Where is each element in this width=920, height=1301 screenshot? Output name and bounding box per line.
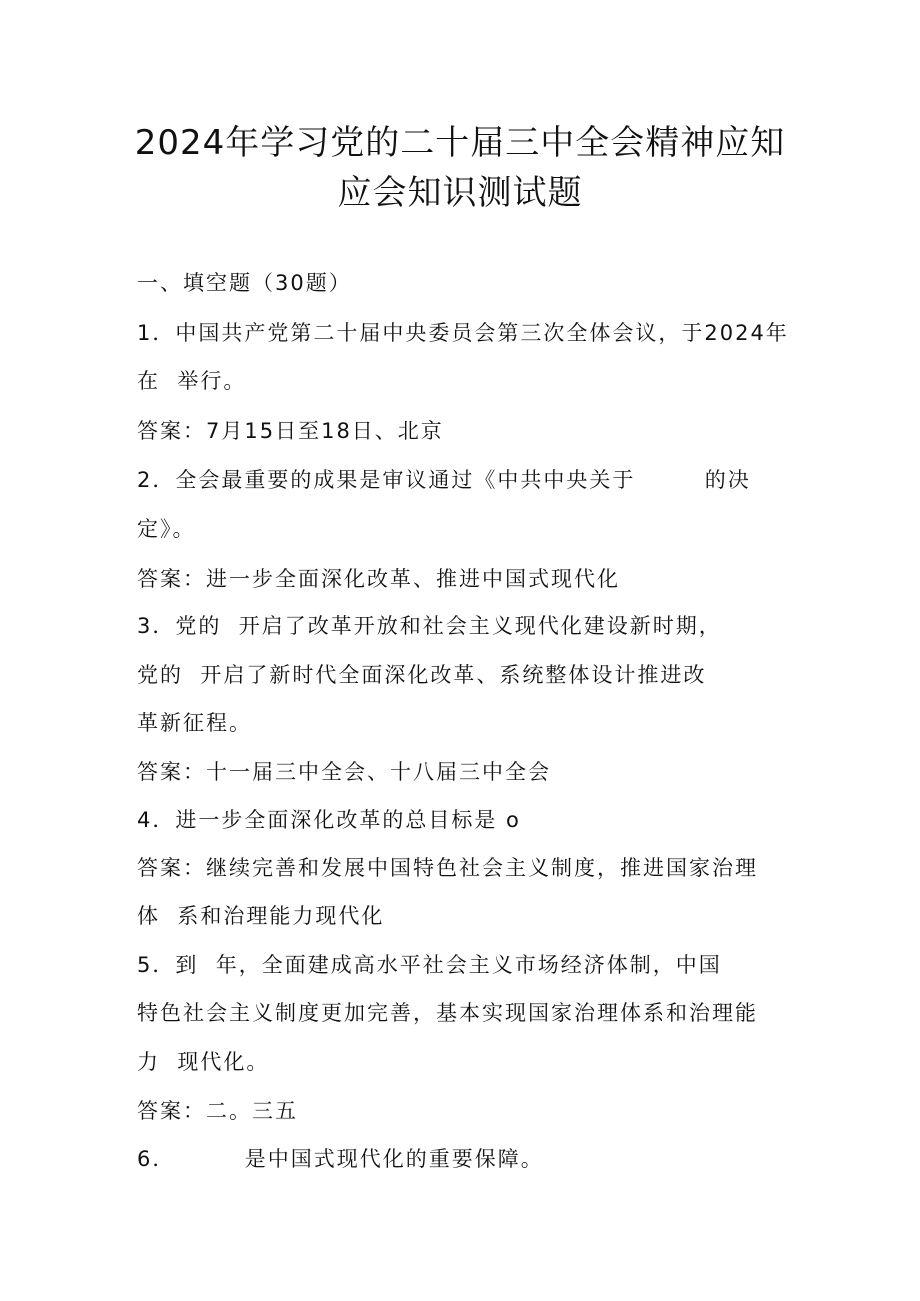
answer-1: 答案：7月15日至18日、北京 bbox=[137, 419, 444, 443]
question-3-line-1: 3．党的 开启了改革开放和社会主义现代化建设新时期， bbox=[137, 614, 722, 638]
question-5-line-1: 5．到 年，全面建成高水平社会主义市场经济体制，中国 bbox=[137, 953, 722, 977]
answer-4-line-2: 体 系和治理能力现代化 bbox=[137, 904, 385, 928]
question-3-line-2: 党的 开启了新时代全面深化改革、系统整体设计推进改 bbox=[137, 663, 707, 687]
question-6-line-1: 6． 是中国式现代化的重要保障。 bbox=[137, 1147, 544, 1171]
answer-3: 答案：十一届三中全会、十八届三中全会 bbox=[137, 760, 551, 784]
question-4-line-1: 4．进一步全面深化改革的总目标是 o bbox=[137, 808, 521, 832]
answer-4-line-1: 答案：继续完善和发展中国特色社会主义制度，推进国家治理 bbox=[137, 856, 758, 880]
question-2-line-2: 定》。 bbox=[137, 517, 196, 541]
question-5-line-2: 特色社会主义制度更加完善，基本实现国家治理体系和治理能 bbox=[137, 1001, 758, 1025]
question-2-line-1: 2．全会最重要的成果是审议通过《中共中央关于 的决 bbox=[137, 468, 751, 492]
question-5-line-3: 力 现代化。 bbox=[137, 1050, 270, 1074]
document-title-line-2: 应会知识测试题 bbox=[337, 173, 583, 213]
answer-2: 答案：进一步全面深化改革、推进中国式现代化 bbox=[137, 567, 620, 591]
question-1-line-1: 1．中国共产党第二十届中央委员会第三次全体会议，于2024年 bbox=[137, 321, 789, 345]
section-heading: 一、填空题（30题） bbox=[137, 271, 352, 295]
question-3-line-3: 革新征程。 bbox=[137, 711, 252, 735]
answer-5: 答案：二。三五 bbox=[137, 1099, 298, 1123]
question-1-line-2: 在 举行。 bbox=[137, 369, 247, 393]
document-title-line-1: 2024年学习党的二十届三中全会精神应知 bbox=[134, 123, 786, 163]
